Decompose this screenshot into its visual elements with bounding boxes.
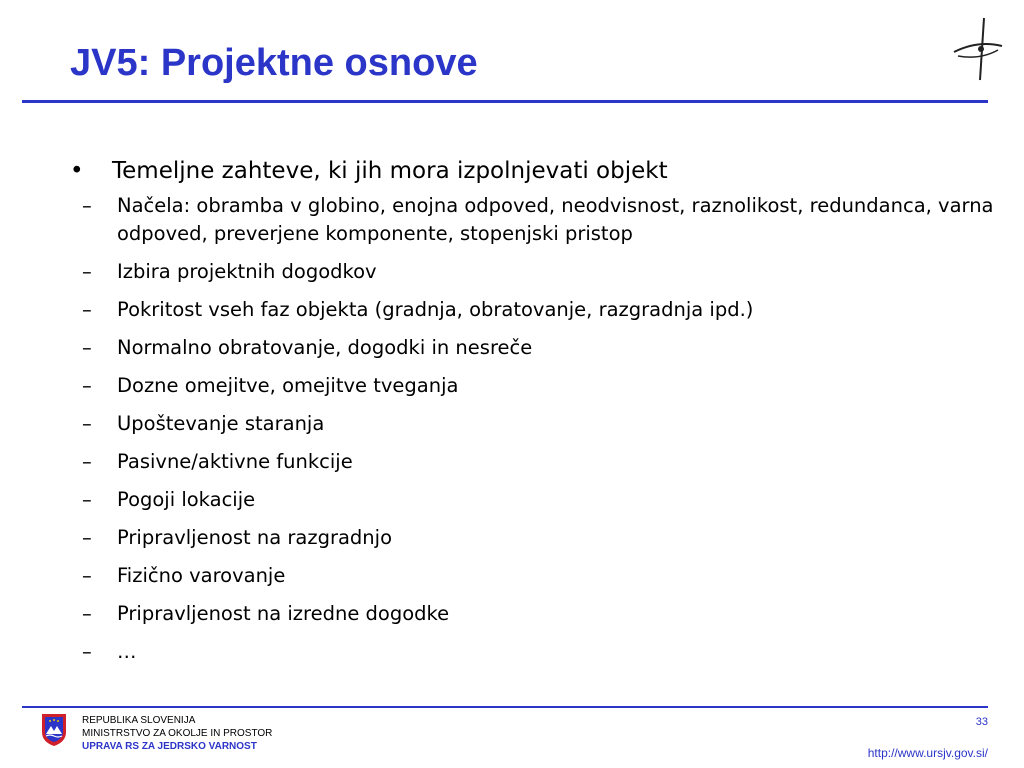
sub-bullet-text: Pripravljenost na razgradnjo [117, 526, 392, 549]
organization-block [82, 714, 272, 753]
sub-bullet-marker: – [82, 564, 92, 587]
sub-bullet-list [70, 192, 1000, 666]
slovenia-coat-of-arms-icon [40, 712, 68, 748]
sub-bullet-marker: – [82, 526, 92, 549]
slide-title: JV5: Projektne osnove [70, 42, 478, 84]
footer-url-link[interactable]: http://www.ursjv.gov.si/ [867, 746, 988, 760]
sub-bullet-text: Načela: obramba v globino, enojna odpoved, neodvisnost, raznolikost, redundanca, varna odpoved, preverjene komponente, stopenjski pristop [117, 194, 994, 245]
sub-bullet-text: … [117, 640, 137, 663]
sub-bullet-item [70, 600, 1000, 628]
sub-bullet-item [70, 448, 1000, 476]
sub-bullet-item [70, 258, 1000, 286]
sub-bullet-marker: – [82, 412, 92, 435]
sub-bullet-marker: – [82, 260, 92, 283]
sub-bullet-item [70, 562, 1000, 590]
sub-bullet-item [70, 524, 1000, 552]
sub-bullet-marker: – [82, 602, 92, 625]
sub-bullet-marker: – [82, 194, 92, 217]
footer-divider [22, 706, 988, 708]
sub-bullet-marker: – [82, 488, 92, 511]
sub-bullet-item [70, 334, 1000, 362]
slide-content [70, 154, 1000, 676]
org-administration: UPRAVA RS ZA JEDRSKO VARNOST [82, 741, 257, 752]
bullet-marker: • [70, 158, 84, 184]
sub-bullet-text: Izbira projektnih dogodkov [117, 260, 377, 283]
bullet-item [70, 154, 1000, 188]
sub-bullet-marker: – [82, 298, 92, 321]
sub-bullet-item [70, 296, 1000, 324]
sub-bullet-text: Pokritost vseh faz objekta (gradnja, obratovanje, razgradnja ipd.) [117, 298, 754, 321]
sub-bullet-item [70, 372, 1000, 400]
sub-bullet-text: Fizično varovanje [117, 564, 286, 587]
sub-bullet-marker: – [82, 374, 92, 397]
org-ministry: MINISTRSTVO ZA OKOLJE IN PROSTOR [82, 728, 273, 739]
title-divider [22, 100, 988, 103]
sub-bullet-marker: – [82, 640, 92, 663]
atom-orbit-logo-icon [952, 16, 1004, 84]
sub-bullet-marker: – [82, 336, 92, 359]
sub-bullet-text: Pogoji lokacije [117, 488, 256, 511]
sub-bullet-item [70, 638, 1000, 666]
sub-bullet-item [70, 410, 1000, 438]
sub-bullet-text: Dozne omejitve, omejitve tveganja [117, 374, 459, 397]
sub-bullet-marker: – [82, 450, 92, 473]
sub-bullet-item [70, 486, 1000, 514]
sub-bullet-text: Pripravljenost na izredne dogodke [117, 602, 450, 625]
sub-bullet-text: Normalno obratovanje, dogodki in nesreče [117, 336, 533, 359]
bullet-text: Temeljne zahteve, ki jih mora izpolnjevati objekt [112, 158, 668, 184]
sub-bullet-text: Pasivne/aktivne funkcije [117, 450, 353, 473]
page-number: 33 [975, 716, 988, 728]
sub-bullet-item [70, 192, 1000, 248]
org-country: REPUBLIKA SLOVENIJA [82, 715, 196, 726]
sub-bullet-text: Upoštevanje staranja [117, 412, 325, 435]
